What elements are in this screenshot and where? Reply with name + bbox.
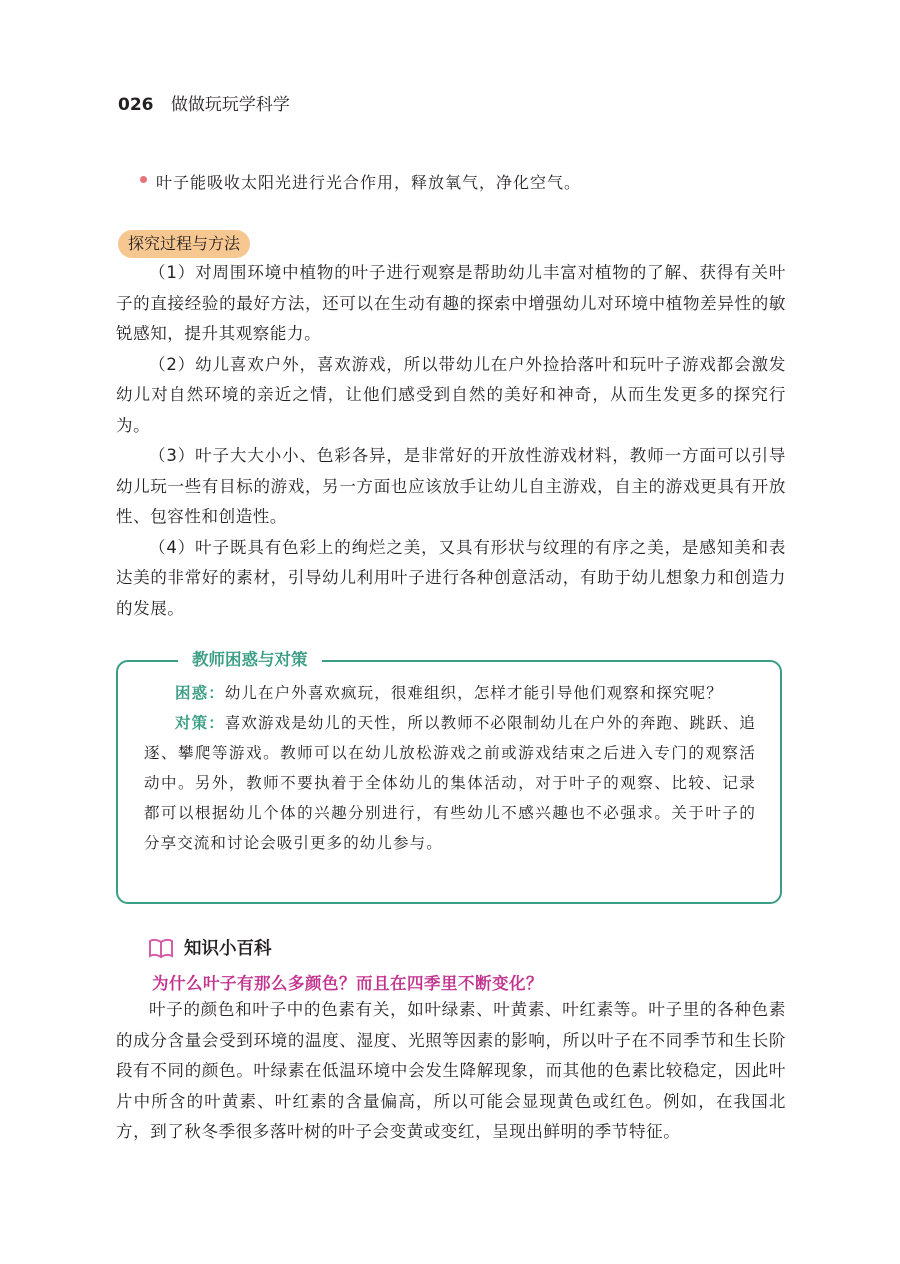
bullet-text: 叶子能吸收太阳光进行光合作用，释放氧气，净化空气。	[156, 173, 582, 192]
page-header	[118, 90, 290, 115]
strategy-text: 喜欢游戏是幼儿的天性，所以教师不必限制幼儿在户外的奔跑、跳跃、追逐、攀爬等游戏。教师可以在幼儿放松游戏之前或游戏结束之后进入专门的观察活动中。另外，教师不要执着于全体幼儿的集体活动，对于叶子的观察、比较、记录都可以根据幼儿个体的兴趣分别进行，有些幼儿不感兴趣也不必强求。关于叶子的分享交流和讨论会吸引更多的幼儿参与。	[144, 714, 757, 852]
exploration-body	[116, 258, 786, 624]
knowledge-heading	[148, 935, 272, 960]
exploration-paragraph-4: （4）叶子既具有色彩上的绚烂之美，又具有形状与纹理的有序之美，是感知美和表达美的非常好的素材，引导幼儿利用叶子进行各种创意活动，有助于幼儿想象力和创造力的发展。	[116, 537, 786, 618]
exploration-paragraph-3: （3）叶子大大小小、色彩各异，是非常好的开放性游戏材料，教师一方面可以引导幼儿玩一些有目标的游戏，另一方面也应该放手让幼儿自主游戏，自主的游戏更具有开放性、包容性和创造性。	[116, 446, 786, 526]
teacher-box-title: 教师困惑与对策	[178, 649, 322, 671]
exploration-paragraph-1: （1）对周围环境中植物的叶子进行观察是帮助幼儿丰富对植物的了解、获得有关叶子的直接经验的最好方法，还可以在生动有趣的探索中增强幼儿对环境中植物差异性的敏锐感知，提升其观察能力。	[116, 263, 786, 343]
knowledge-question: 为什么叶子有那么多颜色？而且在四季里不断变化？	[152, 974, 543, 993]
book-icon	[148, 938, 174, 958]
confusion-text: 幼儿在户外喜欢疯玩，很难组织，怎样才能引导他们观察和探究呢？	[224, 684, 723, 702]
teacher-box-content	[144, 678, 756, 858]
knowledge-paragraph: 叶子的颜色和叶子中的色素有关，如叶绿素、叶黄素、叶红素等。叶子里的各种色素的成分含量会受到环境的温度、湿度、光照等因素的影响，所以叶子在不同季节和生长阶段有不同的颜色。叶绿素在低温环境中会发生降解现象，而其他的色素比较稳定，因此叶片中所含的叶黄素、叶红素的含量偏高，所以可能会显现黄色或红色。例如，在我国北方，到了秋冬季很多落叶树的叶子会变黄或变红，呈现出鲜明的季节特征。	[116, 1000, 786, 1141]
exploration-paragraph-2: （2）幼儿喜欢户外，喜欢游戏，所以带幼儿在户外捡拾落叶和玩叶子游戏都会激发幼儿对自然环境的亲近之情，让他们感受到自然的美好和神奇，从而生发更多的探究行为。	[116, 354, 786, 435]
knowledge-heading-text: 知识小百科	[184, 939, 272, 959]
bullet-item	[156, 170, 581, 193]
knowledge-body	[116, 995, 786, 1148]
book-title: 做做玩玩学科学	[170, 95, 290, 115]
page-number: 026	[118, 95, 154, 115]
bullet-dot-icon	[140, 176, 147, 183]
confusion-paragraph	[144, 678, 756, 708]
teacher-tips-box	[116, 650, 782, 904]
exploration-section-title: 探究过程与方法	[118, 230, 250, 258]
confusion-label: 困惑：	[175, 683, 225, 702]
strategy-label: 对策：	[175, 713, 225, 732]
strategy-paragraph	[144, 708, 756, 858]
